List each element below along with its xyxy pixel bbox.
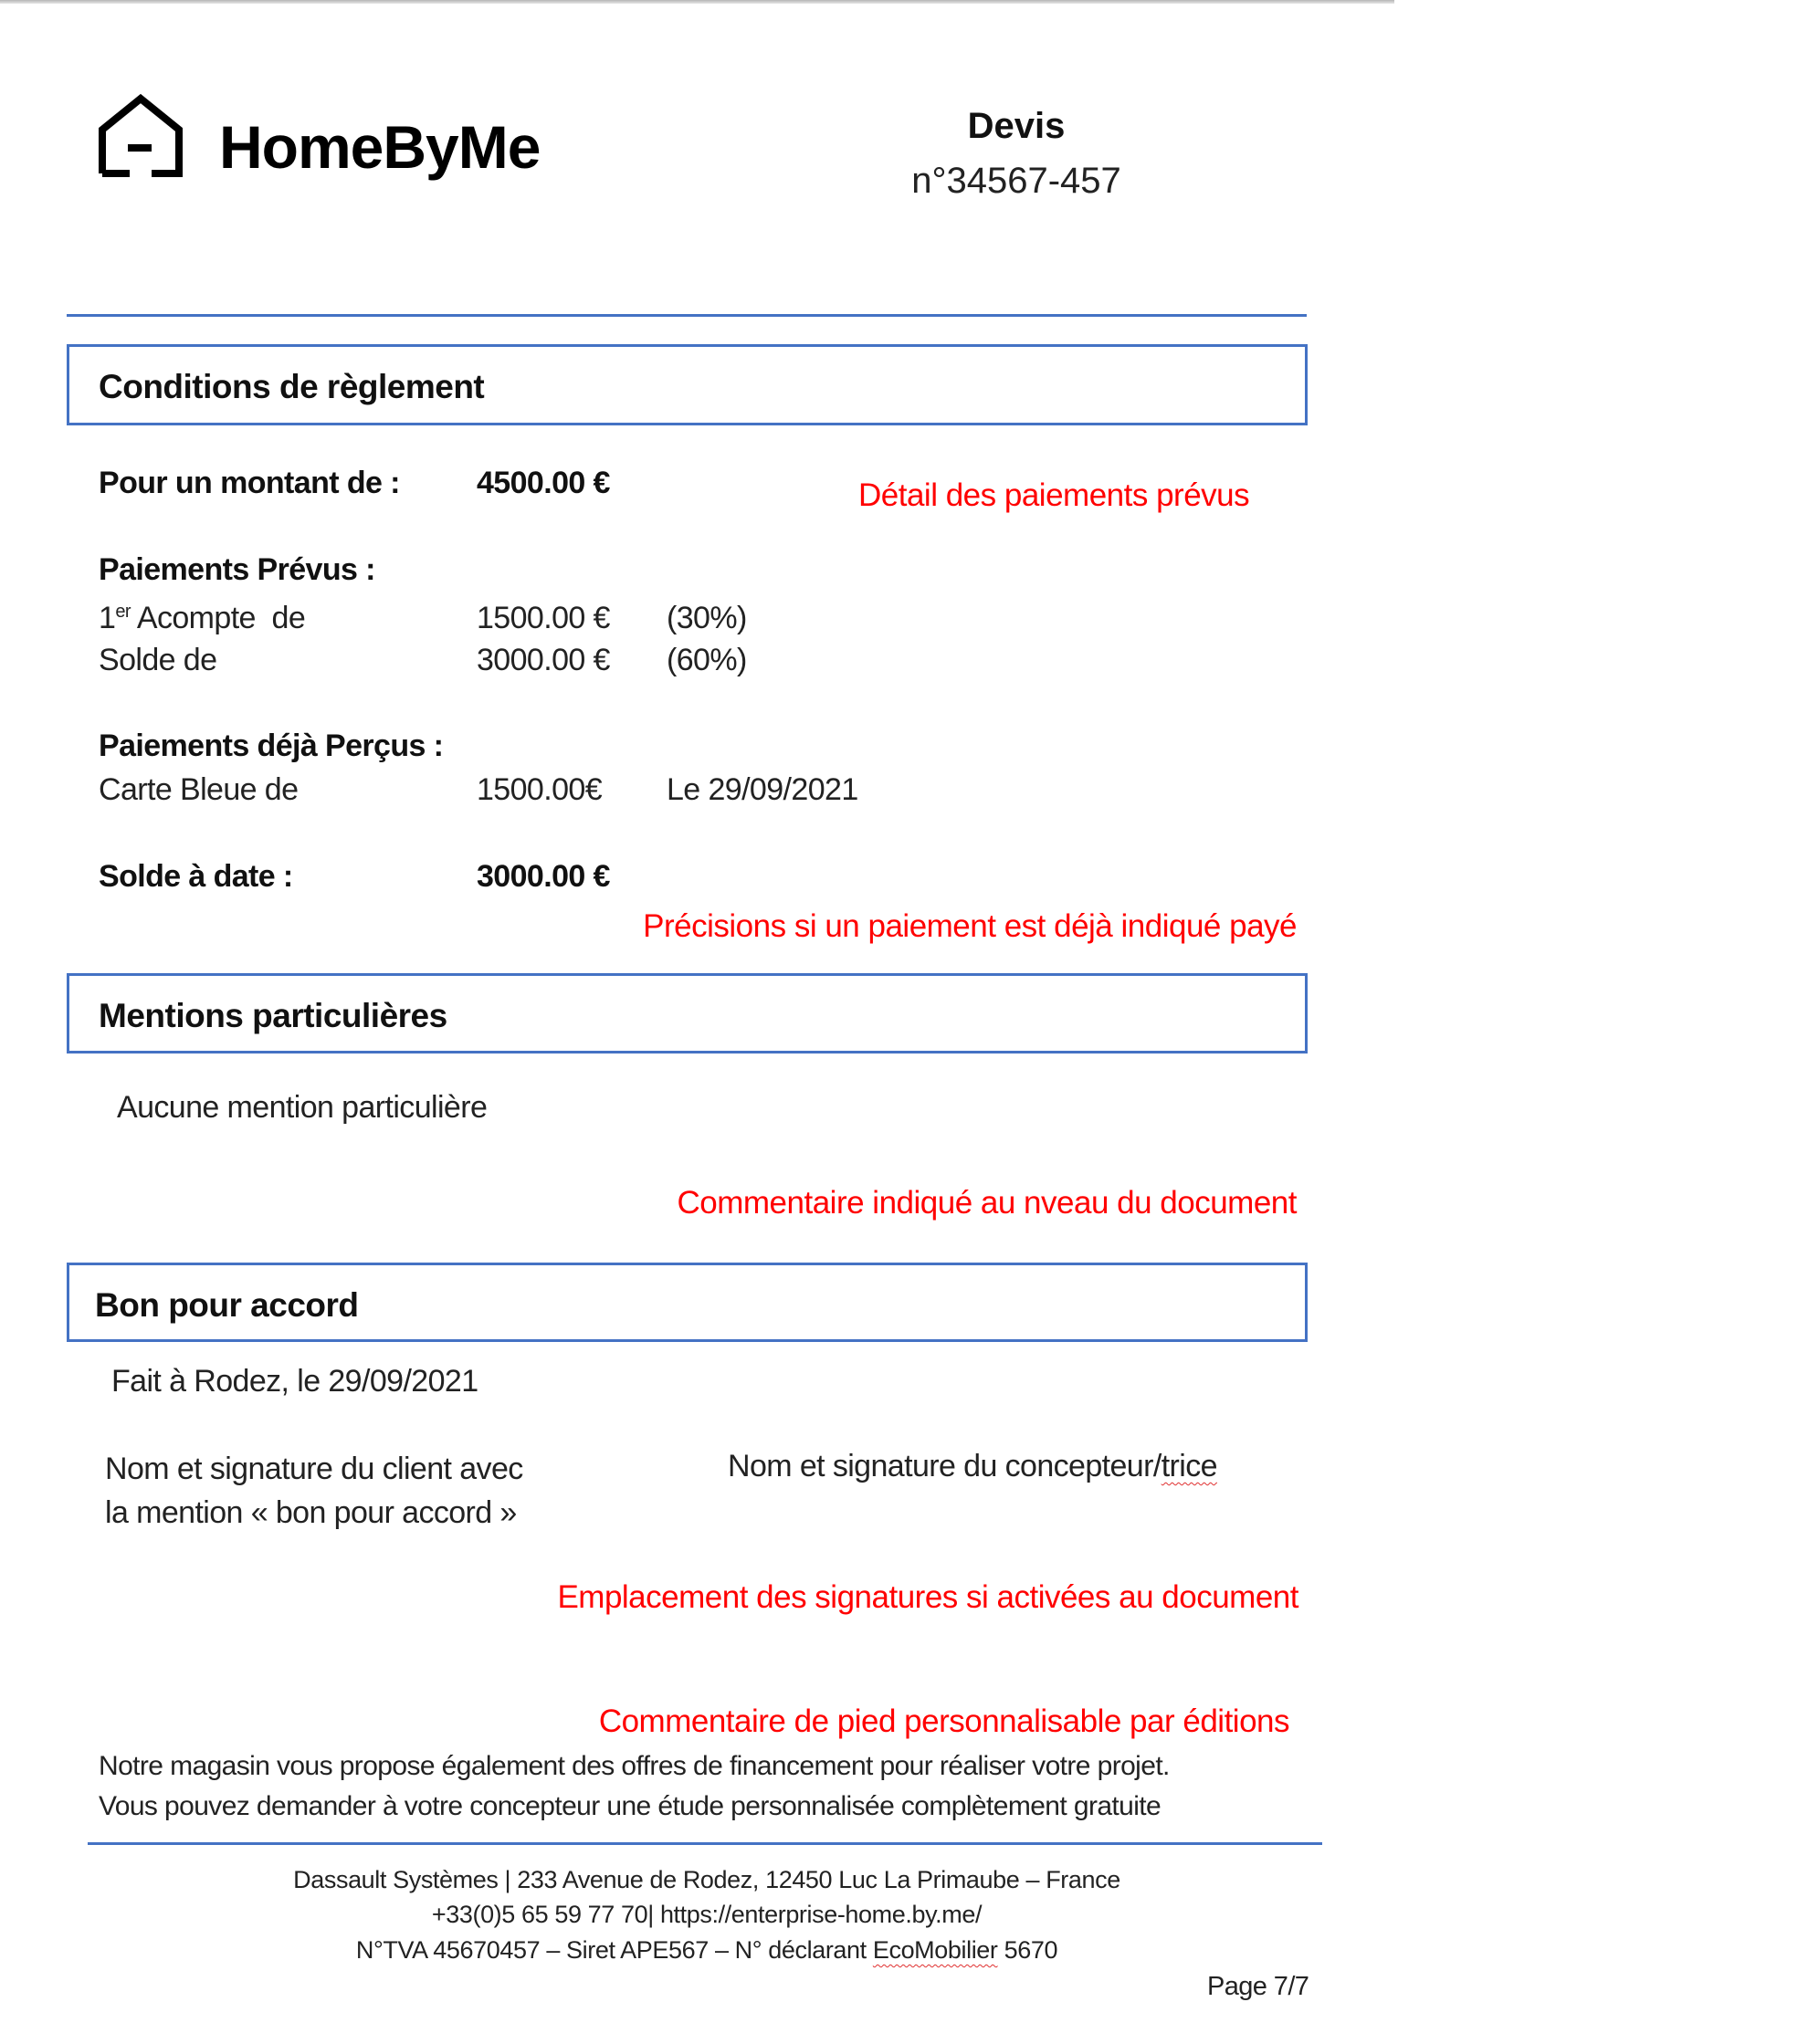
footer-note-line1: Notre magasin vous propose également des offres de financement pour réaliser votre projet. bbox=[99, 1751, 1170, 1781]
page-number: Page 7/7 bbox=[1207, 1972, 1309, 2001]
client-signature-label-line1: Nom et signature du client avec bbox=[105, 1452, 523, 1486]
annotation-payment-detail: Détail des paiements prévus bbox=[858, 477, 1250, 513]
planned-row-label-main: 1 bbox=[99, 601, 116, 635]
balance-value: 3000.00 € bbox=[477, 859, 610, 894]
spellcheck-flagged-word: EcoMobilier bbox=[872, 1936, 998, 1964]
footer-contact: +33(0)5 65 59 77 70| https://enterprise-home.by.me/ bbox=[431, 1901, 983, 1928]
brand-logo-text: HomeByMe bbox=[219, 113, 541, 181]
planned-row-percent: (30%) bbox=[667, 601, 747, 635]
place-date: Fait à Rodez, le 29/09/2021 bbox=[111, 1364, 478, 1399]
planned-row-label-rest: Acompte de bbox=[130, 601, 306, 635]
annotation-footer-comment: Commentaire de pied personnalisable par éditions bbox=[598, 1703, 1289, 1739]
planned-row-label bbox=[99, 603, 305, 634]
annotation-signature-placement: Emplacement des signatures si activées au document bbox=[557, 1579, 1298, 1615]
section-header-agreement bbox=[67, 1263, 1308, 1342]
planned-row-amount: 3000.00 € bbox=[477, 643, 610, 677]
section-header-mentions bbox=[67, 973, 1308, 1053]
footer-legal-suffix: 5670 bbox=[997, 1936, 1058, 1964]
designer-signature-label-text: Nom et signature du concepteur/ bbox=[728, 1449, 1162, 1483]
mentions-text: Aucune mention particulière bbox=[117, 1090, 488, 1125]
client-signature-label-line2: la mention « bon pour accord » bbox=[105, 1495, 517, 1530]
header-divider bbox=[67, 314, 1307, 317]
footer-address: Dassault Systèmes | 233 Avenue de Rodez, 12450 Luc La Primaube – France bbox=[293, 1866, 1120, 1893]
footer-legal-text: N°TVA 45670457 – Siret APE567 – N° déclarant bbox=[355, 1936, 873, 1964]
section-title-mentions: Mentions particulières bbox=[99, 997, 447, 1034]
annotation-paid-precision: Précisions si un paiement est déjà indiqué payé bbox=[643, 908, 1297, 944]
received-row-amount: 1500.00€ bbox=[477, 772, 603, 807]
window-top-edge bbox=[0, 0, 1394, 4]
amount-label: Pour un montant de : bbox=[99, 466, 400, 500]
balance-label: Solde à date : bbox=[99, 859, 293, 894]
planned-row-label: Solde de bbox=[99, 643, 217, 677]
house-icon bbox=[95, 91, 186, 179]
spellcheck-flagged-word: trice bbox=[1161, 1449, 1217, 1483]
planned-payments-heading: Paiements Prévus : bbox=[99, 552, 375, 587]
planned-row-amount: 1500.00 € bbox=[477, 601, 610, 635]
document-number: n°34567-457 bbox=[911, 161, 1121, 201]
received-payments-heading: Paiements déjà Perçus : bbox=[99, 729, 444, 763]
amount-value: 4500.00 € bbox=[477, 466, 610, 500]
designer-signature-label bbox=[728, 1451, 1217, 1482]
annotation-document-comment: Commentaire indiqué au nveau du document bbox=[677, 1185, 1297, 1221]
document-type: Devis bbox=[967, 106, 1066, 146]
planned-row-percent: (60%) bbox=[667, 643, 747, 677]
section-header-conditions bbox=[67, 344, 1308, 425]
footer-divider bbox=[88, 1842, 1322, 1845]
section-title-agreement: Bon pour accord bbox=[95, 1286, 359, 1324]
footer-legal bbox=[88, 1938, 1326, 1963]
received-row-label: Carte Bleue de bbox=[99, 772, 299, 807]
received-row-date: Le 29/09/2021 bbox=[667, 772, 858, 807]
section-title-conditions: Conditions de règlement bbox=[99, 368, 485, 405]
planned-row-label-sup: er bbox=[115, 602, 131, 622]
footer-note-line2: Vous pouvez demander à votre concepteur une étude personnalisée complètement gratuite bbox=[99, 1791, 1162, 1821]
